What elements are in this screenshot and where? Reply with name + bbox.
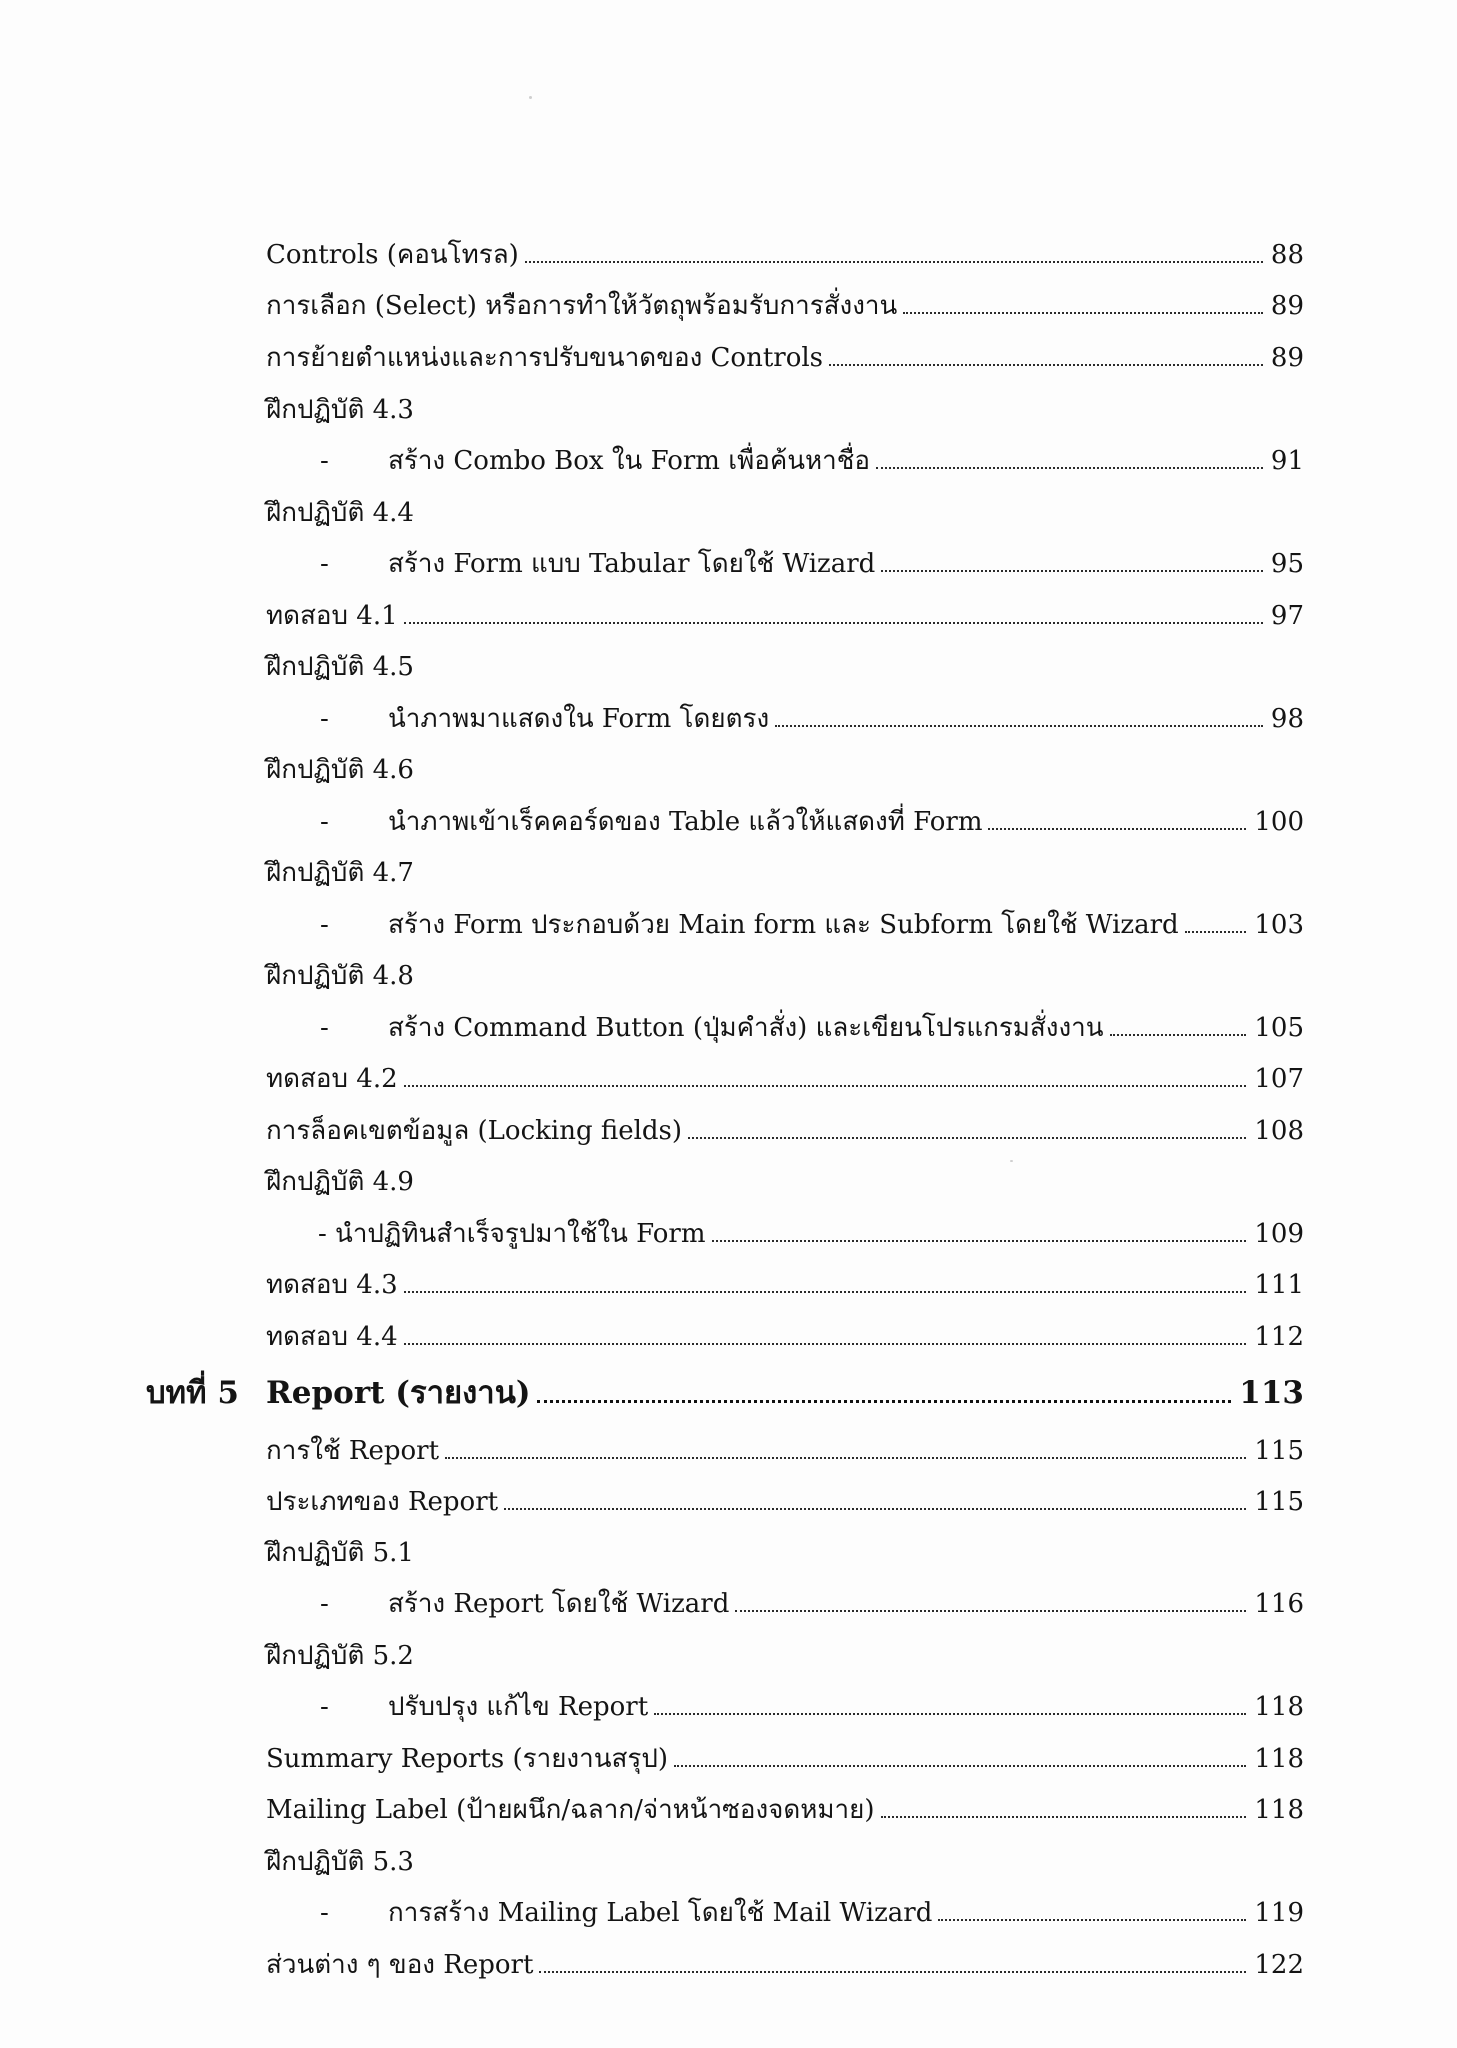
toc-page-number: 116 <box>1254 1589 1304 1619</box>
toc-entry <box>266 793 1304 837</box>
toc-page-number: 100 <box>1254 807 1304 837</box>
toc-entry-title: การย้ายตำแหน่งและการปรับขนาดของ Controls <box>266 343 824 373</box>
toc-entry-title: การเลือก (Select) หรือการทำให้วัตถุพร้อมรับการสั่งงาน <box>266 291 898 321</box>
toc-entry <box>266 1308 1304 1352</box>
toc-entry-title: การล็อคเขตข้อมูล (Locking fields) <box>266 1116 683 1146</box>
toc-entry-title: Report (รายงาน) <box>266 1375 531 1411</box>
toc-entry <box>266 226 1304 270</box>
toc-entry-title: ส่วนต่าง ๆ ของ Report <box>266 1950 534 1980</box>
toc-page-number: 113 <box>1239 1375 1304 1411</box>
toc-page-number: 105 <box>1254 1013 1304 1043</box>
toc-page-number: 118 <box>1254 1692 1304 1722</box>
toc-page-number: 119 <box>1254 1898 1304 1928</box>
toc-page-number: 89 <box>1270 291 1304 321</box>
toc-entry <box>266 1256 1304 1300</box>
toc-entry-title: สร้าง Report โดยใช้ Wizard <box>388 1589 730 1619</box>
toc-entry-title: การสร้าง Mailing Label โดยใช้ Mail Wizard <box>388 1898 933 1928</box>
dot-leader <box>735 1610 1246 1612</box>
toc-entry <box>266 1575 1304 1619</box>
toc-page-number: 108 <box>1254 1116 1304 1146</box>
dot-leader <box>903 312 1263 314</box>
toc-entry-title: ฝึกปฏิบัติ 4.5 <box>266 652 414 682</box>
dot-leader <box>539 1971 1246 1973</box>
toc-section-label <box>266 381 414 425</box>
toc-section-label <box>266 1627 414 1671</box>
list-dash: - <box>320 1589 329 1619</box>
toc-page-number: 109 <box>1254 1219 1304 1249</box>
toc-entry <box>266 1730 1304 1774</box>
toc-entry-title: ฝึกปฏิบัติ 5.1 <box>266 1538 414 1568</box>
toc-entry <box>318 1205 1304 1249</box>
toc-chapter-heading <box>146 1366 1304 1411</box>
dot-leader <box>404 1343 1247 1345</box>
toc-page-number: 89 <box>1270 343 1304 373</box>
toc-entry <box>266 587 1304 631</box>
toc-page-number: 118 <box>1254 1744 1304 1774</box>
toc-entry-title: สร้าง Form แบบ Tabular โดยใช้ Wizard <box>388 549 876 579</box>
toc-entry-title: ทดสอบ 4.2 <box>266 1064 398 1094</box>
toc-entry-title: ฝึกปฏิบัติ 5.2 <box>266 1641 414 1671</box>
toc-page-number: 112 <box>1254 1322 1304 1352</box>
toc-entry-title: ทดสอบ 4.3 <box>266 1270 398 1300</box>
toc-entry-title: ฝึกปฏิบัติ 5.3 <box>266 1847 414 1877</box>
toc-entry <box>266 1678 1304 1722</box>
list-dash: - <box>320 549 329 579</box>
toc-entry <box>266 690 1304 734</box>
toc-entry-title: สร้าง Command Button (ปุ่มคำสั่ง) และเขียนโปรแกรมสั่งงาน <box>388 1013 1104 1043</box>
toc-entry-title: Controls (คอนโทรล) <box>266 240 519 270</box>
toc-page-number: 115 <box>1254 1436 1304 1466</box>
toc-entry <box>266 277 1304 321</box>
toc-entry-title: ทดสอบ 4.1 <box>266 601 398 631</box>
toc-entry-title: ประเภทของ Report <box>266 1487 499 1517</box>
toc-entry-title: Summary Reports (รายงานสรุป) <box>266 1744 668 1774</box>
dot-leader <box>404 1085 1247 1087</box>
toc-entry-title: ฝึกปฏิบัติ 4.4 <box>266 498 414 528</box>
toc-entry <box>266 1102 1304 1146</box>
dot-leader <box>537 1400 1232 1403</box>
toc-entry-title: สร้าง Form ประกอบด้วย Main form และ Subform โดยใช้ Wizard <box>388 910 1179 940</box>
toc-entry <box>266 1050 1304 1094</box>
toc-page-number: 88 <box>1270 240 1304 270</box>
toc-page-number: 103 <box>1254 910 1304 940</box>
toc-page-number: 122 <box>1254 1950 1304 1980</box>
list-dash: - <box>320 704 329 734</box>
toc-page-number: 118 <box>1254 1795 1304 1825</box>
toc-section-label <box>266 1153 414 1197</box>
toc-entry <box>266 1884 1304 1928</box>
toc-entry-title: - นำปฏิทินสำเร็จรูปมาใช้ใน Form <box>318 1219 706 1249</box>
toc-section-label <box>266 741 414 785</box>
toc-entry <box>266 1936 1304 1980</box>
dot-leader <box>876 467 1263 469</box>
list-dash: - <box>320 1013 329 1043</box>
dot-leader <box>504 1508 1246 1510</box>
dot-leader <box>404 1291 1247 1293</box>
list-dash: - <box>320 1692 329 1722</box>
toc-entry <box>266 896 1304 940</box>
toc-page-number: 95 <box>1270 549 1304 579</box>
toc-entry-title: นำภาพเข้าเร็คคอร์ดของ Table แล้วให้แสดงที่ Form <box>388 807 983 837</box>
dot-leader <box>654 1713 1246 1715</box>
list-dash: - <box>320 910 329 940</box>
list-dash: - <box>320 446 329 476</box>
toc-entry <box>266 432 1304 476</box>
toc-section-label <box>266 1833 414 1877</box>
toc-section-label <box>266 1524 414 1568</box>
toc-entry <box>266 535 1304 579</box>
toc-entry <box>266 999 1304 1043</box>
chapter-label: บทที่ 5 <box>146 1375 239 1411</box>
dot-leader <box>1185 931 1247 933</box>
toc-entry-title: ปรับปรุง แก้ไข Report <box>388 1692 649 1722</box>
dot-leader <box>881 1816 1247 1818</box>
paper-speck <box>529 96 532 99</box>
toc-section-label <box>266 947 414 991</box>
toc-entry-title: ฝึกปฏิบัติ 4.7 <box>266 858 414 888</box>
toc-entry-title: การใช้ Report <box>266 1436 440 1466</box>
dot-leader <box>404 622 1263 624</box>
toc-section-label <box>266 638 414 682</box>
dot-leader <box>688 1137 1246 1139</box>
dot-leader <box>775 725 1263 727</box>
toc-section-label <box>266 844 414 888</box>
toc-page-number: 98 <box>1270 704 1304 734</box>
toc-entry-title: ฝึกปฏิบัติ 4.3 <box>266 395 414 425</box>
toc-page-number: 91 <box>1270 446 1304 476</box>
toc-entry-title: ฝึกปฏิบัติ 4.6 <box>266 755 414 785</box>
dot-leader <box>712 1240 1247 1242</box>
toc-entry <box>266 1422 1304 1466</box>
toc-page-number: 111 <box>1254 1270 1304 1300</box>
toc-page-number: 107 <box>1254 1064 1304 1094</box>
toc-entry <box>266 1473 1304 1517</box>
dot-leader <box>1110 1034 1247 1036</box>
toc-entry-title: Mailing Label (ป้ายผนึก/ฉลาก/จ่าหน้าซองจดหมาย) <box>266 1795 875 1825</box>
dot-leader <box>829 364 1263 366</box>
paper-speck <box>1010 1160 1013 1162</box>
toc-entry-title: นำภาพมาแสดงใน Form โดยตรง <box>388 704 770 734</box>
list-dash: - <box>320 1898 329 1928</box>
list-dash: - <box>320 807 329 837</box>
toc-entry <box>266 329 1304 373</box>
dot-leader <box>881 570 1263 572</box>
toc-page-number: 115 <box>1254 1487 1304 1517</box>
toc-entry-title: ทดสอบ 4.4 <box>266 1322 398 1352</box>
toc-entry-title: ฝึกปฏิบัติ 4.9 <box>266 1167 414 1197</box>
dot-leader <box>674 1765 1246 1767</box>
dot-leader <box>938 1919 1246 1921</box>
toc-entry-title: ฝึกปฏิบัติ 4.8 <box>266 961 414 991</box>
toc-entry-title: สร้าง Combo Box ใน Form เพื่อค้นหาชื่อ <box>388 446 871 476</box>
dot-leader <box>445 1457 1246 1459</box>
toc-section-label <box>266 484 414 528</box>
toc-entry <box>266 1781 1304 1825</box>
toc-page-number: 97 <box>1270 601 1304 631</box>
dot-leader <box>988 828 1246 830</box>
dot-leader <box>525 261 1263 263</box>
